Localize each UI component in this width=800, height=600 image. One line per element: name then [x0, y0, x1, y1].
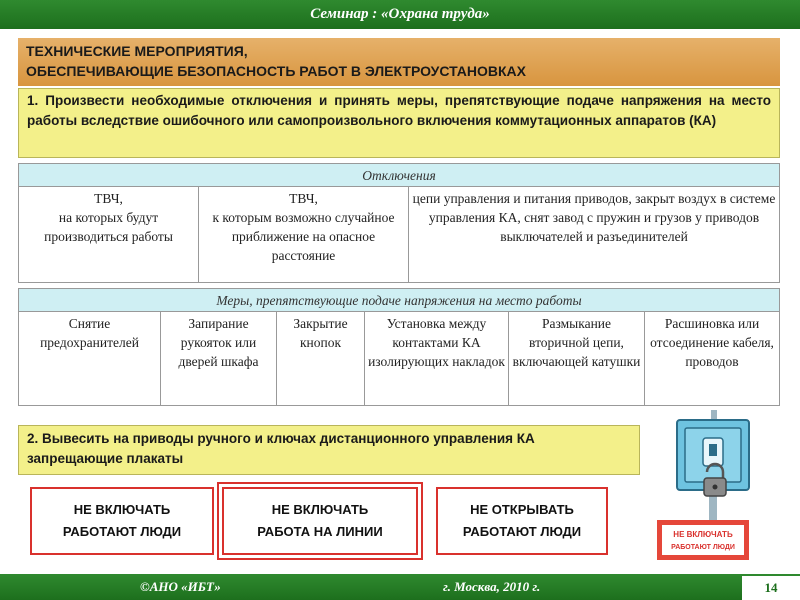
footer-organization: ©АНО «ИБТ» [140, 579, 221, 594]
footer-bar [0, 574, 800, 600]
poster-line: РАБОТАЮТ ЛЮДИ [462, 524, 582, 539]
disconnection-cell: цепи управления и питания приводов, закрыт воздух в системе управления КА, снят завод с пружин и грузов у приводов выключателей и разъединителей [409, 187, 780, 283]
warning-poster [436, 487, 608, 555]
footer-city-year: г. Москва, 2010 г. [443, 579, 541, 594]
measure-cell: Запирание рукояток или дверей шкафа [161, 312, 277, 406]
disconnections-table [18, 163, 780, 283]
measure-cell: Закрытие кнопок [277, 312, 365, 406]
measure-cell: Установка между контактами КА изолирующих накладок [365, 312, 509, 406]
warning-poster [30, 487, 214, 555]
measure-cell: Размыкание вторичной цепи, включающей катушки [509, 312, 645, 406]
poster-line: РАБОТА НА ЛИНИИ [257, 524, 383, 539]
step1-box [18, 88, 780, 158]
poster-line: РАБОТАЮТ ЛЮДИ [62, 524, 182, 539]
disconnection-cell: ТВЧ, к которым возможно случайное приближение на опасное расстояние [199, 187, 409, 283]
measures-table [18, 288, 780, 406]
measures-heading: Меры, препятствующие подаче напряжения на место работы [19, 289, 780, 312]
main-title [18, 38, 780, 86]
sign-text-line1: НЕ ВКЛЮЧАТЬ [673, 530, 733, 539]
step2-text: 2. Вывесить на приводы ручного и ключах дистанционного управления КА запрещающие плакаты [27, 431, 535, 466]
locked-cabinet-illustration [645, 410, 795, 568]
poster-line: НЕ ВКЛЮЧАТЬ [271, 502, 369, 517]
header-bar [0, 0, 800, 29]
slide-number: 14 [742, 576, 800, 600]
disconnections-heading: Отключения [19, 164, 780, 187]
step1-text: 1. Произвести необходимые отключения и принять меры, препятствующие подаче напряжения на место работы вследствие ошибочного или самопроизвольного включения коммутационных аппаратов (КА) [27, 93, 771, 128]
poster-line: НЕ ОТКРЫВАТЬ [470, 502, 574, 517]
step2-box [18, 425, 640, 475]
main-title-line2: ОБЕСПЕЧИВАЮЩИЕ БЕЗОПАСНОСТЬ РАБОТ В ЭЛЕКТРОУСТАНОВКАХ [26, 63, 526, 79]
measure-cell: Снятие предохранителей [19, 312, 161, 406]
warning-poster [222, 487, 418, 555]
main-title-line1: ТЕХНИЧЕСКИЕ МЕРОПРИЯТИЯ, [26, 43, 248, 59]
poster-line: НЕ ВКЛЮЧАТЬ [73, 502, 171, 517]
measure-cell: Расшиновка или отсоединение кабеля, проводов [645, 312, 780, 406]
header-title: Семинар : «Охрана труда» [310, 6, 490, 22]
disconnection-cell: ТВЧ, на которых будут производиться работы [19, 187, 199, 283]
sign-text-line2: РАБОТАЮТ ЛЮДИ [671, 544, 735, 551]
